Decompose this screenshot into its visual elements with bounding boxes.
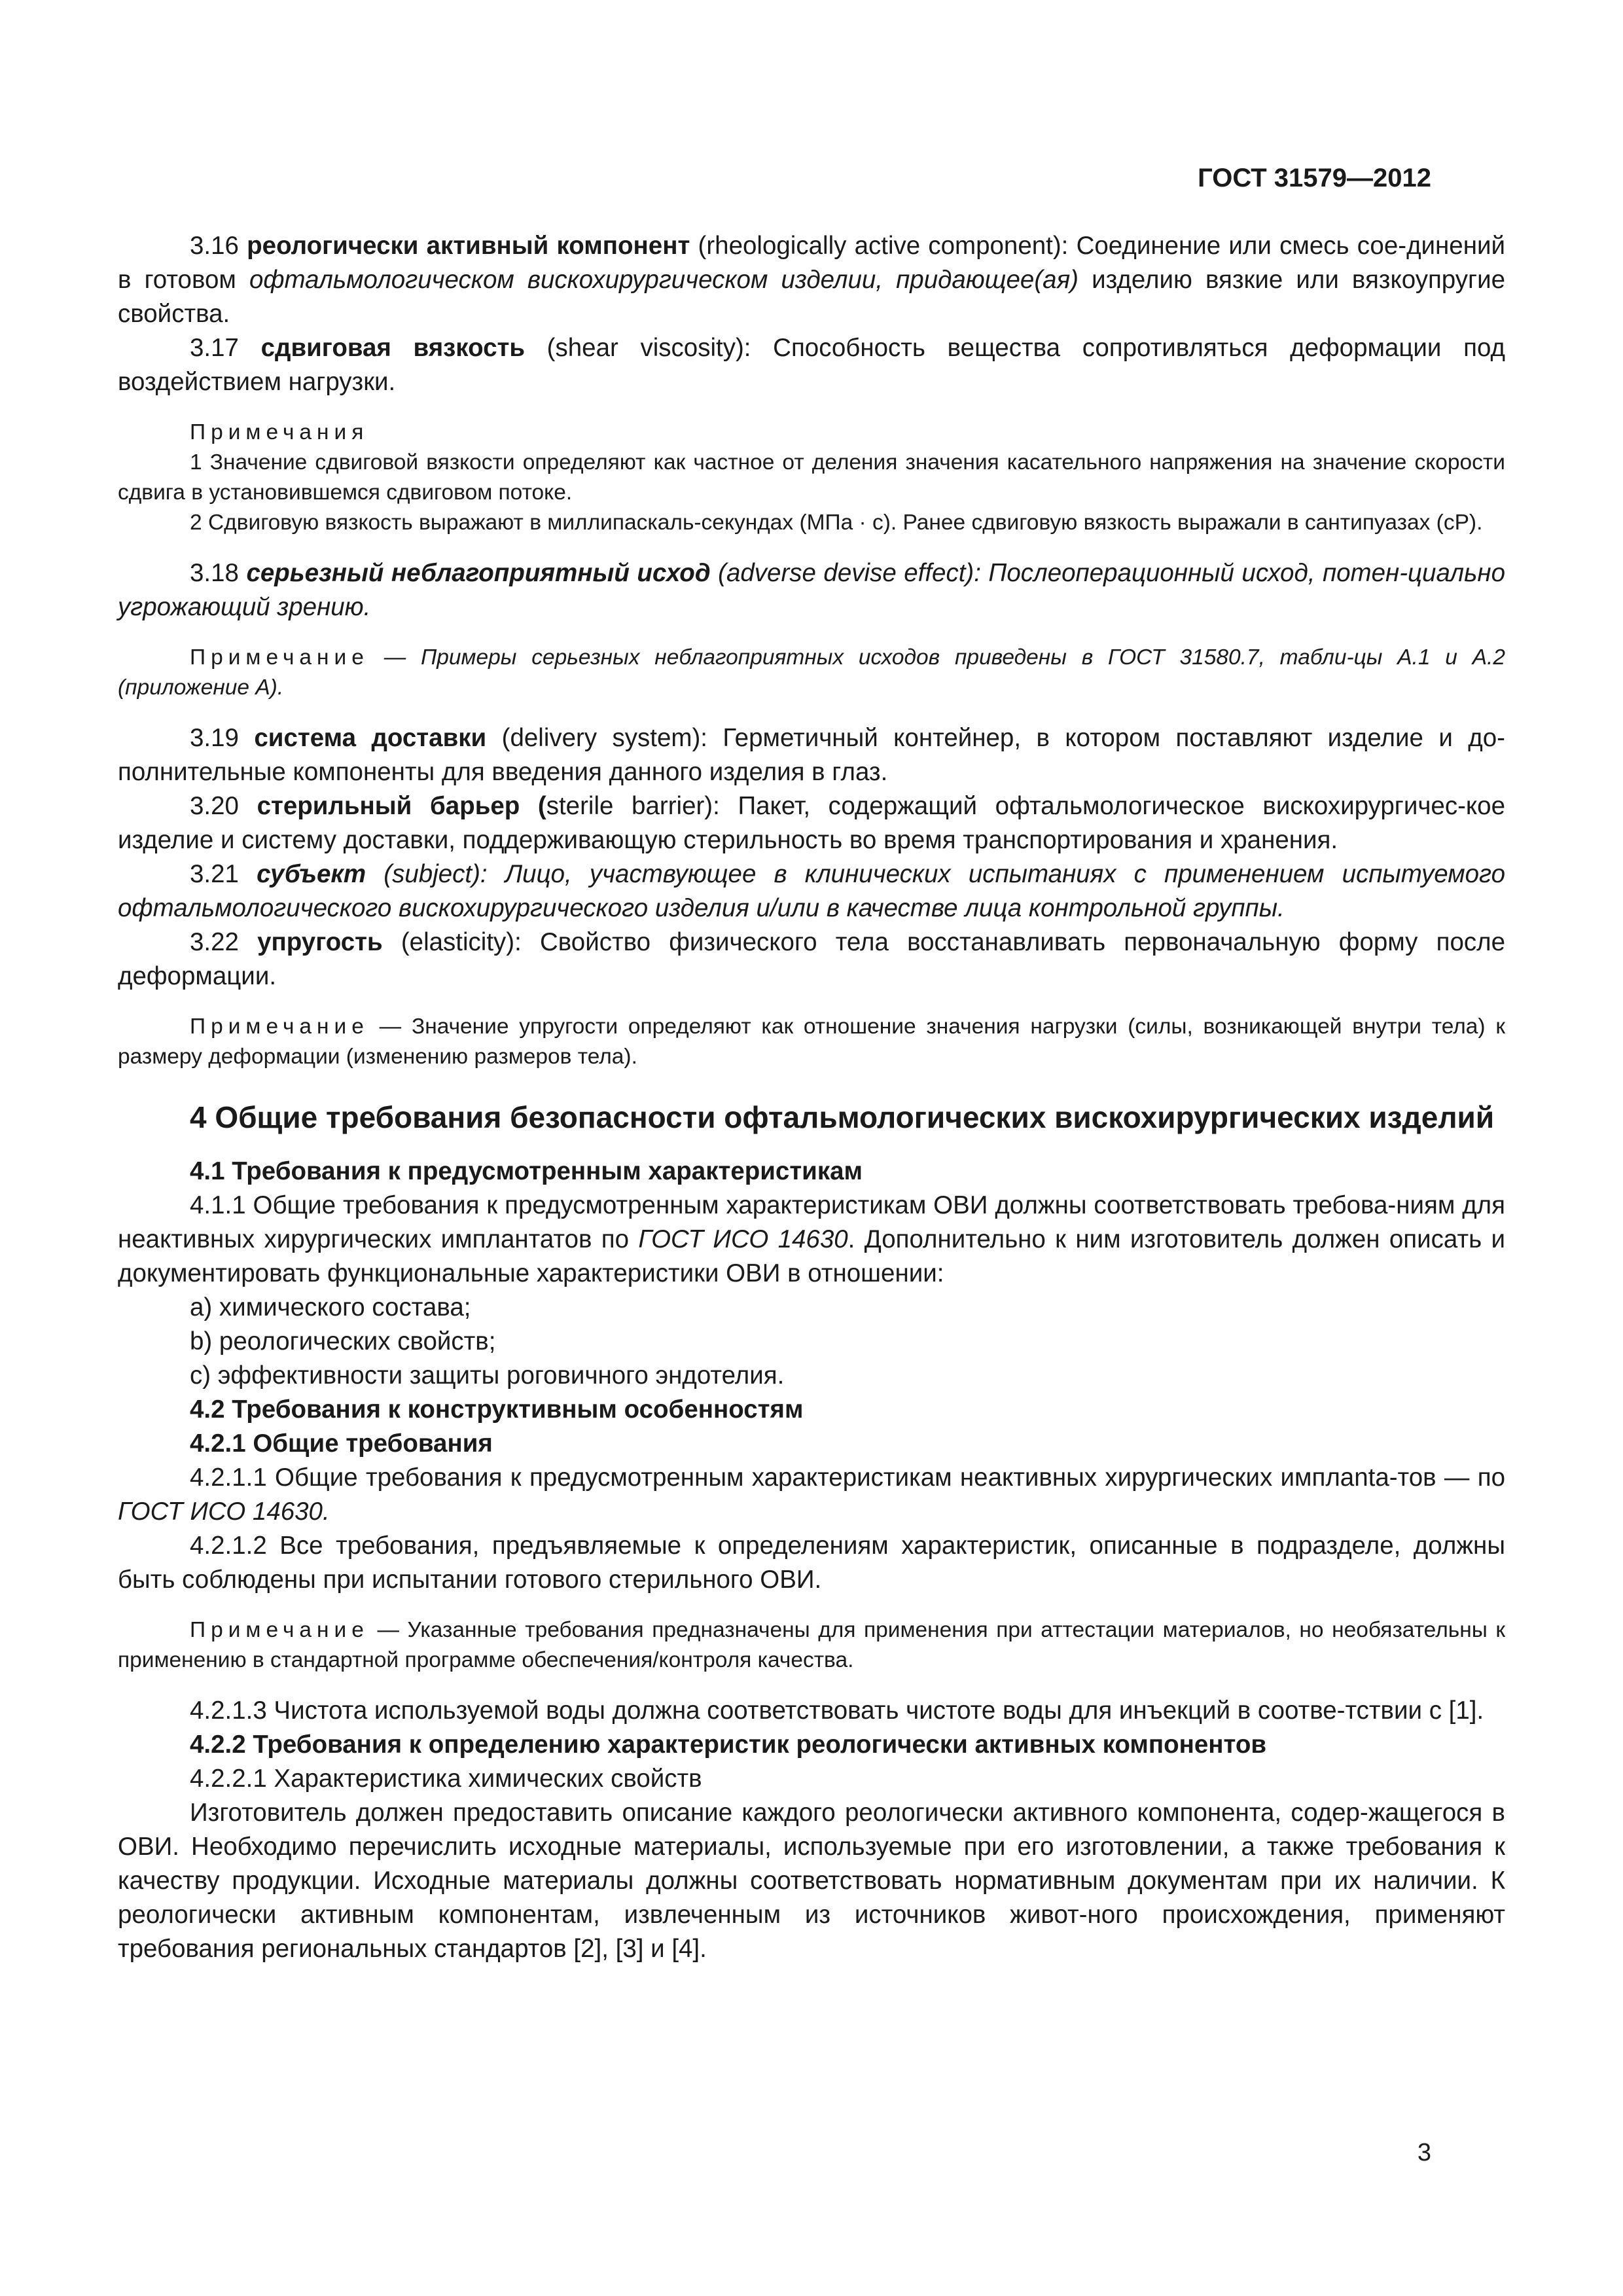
term-3-21 (118, 857, 1505, 925)
section-4-title: 4 Общие требования безопасности офтальмологических вискохирургических изделий (190, 1100, 1495, 1134)
note-3-22 (118, 1012, 1505, 1072)
note-label: Примечание (190, 1014, 369, 1039)
section-4-2-1-title: 4.2.1 Общие требования (190, 1429, 493, 1458)
term-3-18 (118, 556, 1505, 624)
paragraph-chemical-description: Изготовитель должен предоставить описание каждого реологически активного компонента, содер-жащегося в ОВИ. Необходимо перечислить исходные материалы, используемые при его изготовлении, а также требования к качеству продукции. Исходные материалы должны соответствовать нормативным документам при их наличии. К реологически активным компонентам, извлеченным из источников живот-ного происхождения, применяют требования региональных стандартов [2], [3] и [4]. (118, 1799, 1505, 1963)
paragraph-text: 4.1.1 Общие требования к предусмотренным характеристикам ОВИ должны соответствовать требова-ниям для неактивных хирургических имплантатов по (118, 1191, 1505, 1253)
term-definition-tail: изделию вязкие или вязкоупругие свойства. (118, 266, 1505, 328)
term-number: 3.20 (190, 792, 257, 820)
term-3-20 (118, 789, 1505, 857)
term-definition: (elasticity): Свойство физического тела восстанавливать первоначальную форму после деформации. (118, 928, 1505, 990)
term-definition: (delivery system): Герметичный контейнер, в котором поставляют изделие и до-полнительные компоненты для введения данного изделия в глаз. (118, 724, 1505, 786)
note-text: — Примеры серьезных неблагоприятных исходов приведены в ГОСТ 31580.7, табли-цы А.1 и А.2 (приложение А). (118, 645, 1505, 700)
note-1: 1 Значение сдвиговой вязкости определяют как частное от деления значения касательного напряжения на значение скорости сдвига в установившемся сдвиговом потоке. (118, 450, 1505, 505)
term-name: реологически активный компонент (247, 232, 690, 260)
paragraph-4-2-1-2: 4.2.1.2 Все требования, предъявляемые к определениям характеристик, описанные в подразделе, должны быть соблюдены при испытании готового стерильного ОВИ. (118, 1532, 1505, 1594)
term-number: 3.18 (190, 559, 247, 587)
note-4-2-1-2 (118, 1615, 1505, 1676)
note-text: — Значение упругости определяют как отношение значения нагрузки (силы, возникающей внутри тела) к размеру деформации (изменению размеров тела). (118, 1014, 1505, 1069)
note-2: 2 Сдвиговую вязкость выражают в миллипаскаль-секундах (МПа · с). Ранее сдвиговую вязкость выражали в сантипуазах (сР). (190, 511, 1483, 535)
term-name: серьезный неблагоприятный исход (246, 559, 711, 587)
term-name: стерильный барьер ( (257, 792, 546, 820)
term-3-16 (118, 229, 1505, 331)
term-name: субъект (257, 860, 366, 888)
term-definition: sterile barrier): Пакет, содержащий офтальмологическое вискохирургичес-кое изделие и систему доставки, поддерживающую стерильность во время транспортирования и хранения. (118, 792, 1505, 854)
paragraph-4-2-1-3: 4.2.1.3 Чистота используемой воды должна соответствовать чистоте воды для инъекций в соотве-тствии с [1]. (190, 1696, 1484, 1725)
term-definition: (subject): Лицо, участвующее в клинических испытаниях с применением испытуемого офтальмологического вискохирургического изделия и/или в качестве лица контрольной группы. (118, 860, 1505, 922)
term-number: 3.16 (190, 232, 247, 260)
term-number: 3.21 (190, 860, 257, 888)
term-reference: офтальмологическом вискохирургическом изделии, придающее(ая) (249, 266, 1079, 294)
term-3-17 (118, 331, 1505, 399)
notes-label: Примечания (190, 420, 369, 444)
term-name: система доставки (254, 724, 487, 752)
standard-reference: ГОСТ ИСО 14630 (638, 1225, 848, 1253)
term-name: упругость (257, 928, 383, 956)
section-4-1-title: 4.1 Требования к предусмотренным характеристикам (190, 1157, 863, 1185)
paragraph-text-tail: . Дополнительно к ним изготовитель должен описать и документировать функциональные характеристики ОВИ в отношении: (118, 1225, 1505, 1287)
note-label: Примечание (190, 645, 369, 670)
term-definition: (adverse devise effect): Послеоперационный исход, потен-циально угрожающий зрению. (118, 559, 1505, 621)
term-definition: (shear viscosity): Способность вещества сопротивляться деформации под воздействием нагрузки. (118, 334, 1505, 396)
standard-reference: ГОСТ ИСО 14630. (118, 1498, 330, 1526)
note-3-18 (118, 643, 1505, 703)
paragraph-4-2-1-1 (118, 1461, 1505, 1529)
list-item-c: c) эффективности защиты роговичного эндотелия. (190, 1361, 785, 1390)
paragraph-4-2-2-1: 4.2.2.1 Характеристика химических свойств (190, 1765, 702, 1793)
note-label: Примечание (190, 1618, 369, 1642)
section-4-2-title: 4.2 Требования к конструктивным особенностям (190, 1395, 804, 1424)
term-3-19 (118, 721, 1505, 789)
term-3-22 (118, 925, 1505, 994)
term-definition: (rheologically active component): Соединение или смесь сое-динений в готовом (118, 232, 1505, 294)
paragraph-text: 4.2.1.1 Общие требования к предусмотренным характеристикам неактивных хирургических имплanta-тов — по (190, 1463, 1505, 1492)
section-4-2-2-title: 4.2.2 Требования к определению характеристик реологически активных компонентов (190, 1731, 1267, 1759)
page-body (118, 229, 1505, 1966)
note-text: — Указанные требования предназначены для применения при аттестации материалов, но необязательны к применению в стандартной программе обеспечения/контроля качества. (118, 1618, 1505, 1672)
paragraph-4-1-1 (118, 1189, 1505, 1291)
term-name: сдвиговая вязкость (260, 334, 526, 362)
list-item-b: b) реологических свойств; (190, 1327, 496, 1355)
term-number: 3.22 (190, 928, 258, 956)
term-number: 3.17 (190, 334, 261, 362)
list-item-a: a) химического состава; (190, 1293, 471, 1321)
page-number: 3 (1417, 2139, 1431, 2166)
document-id: ГОСТ 31579—2012 (1198, 164, 1431, 192)
term-number: 3.19 (190, 724, 255, 752)
